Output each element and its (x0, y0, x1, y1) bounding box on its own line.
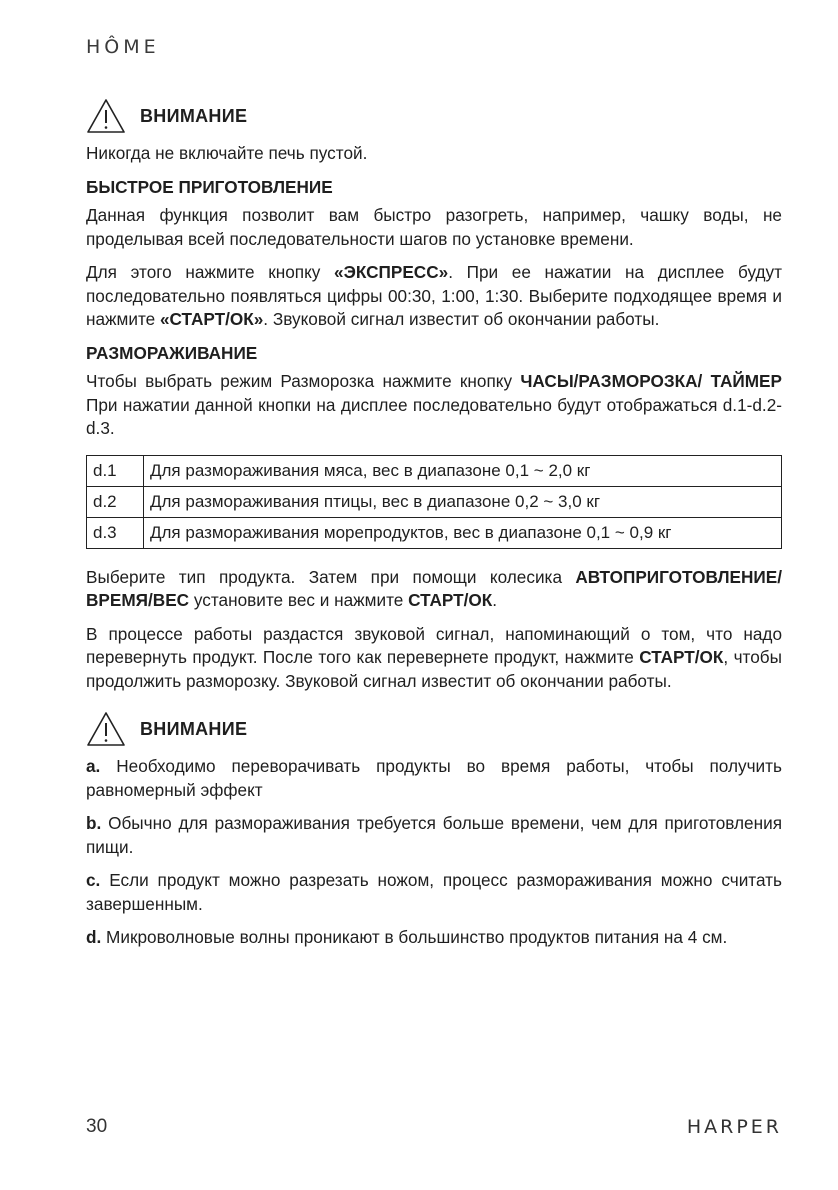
page-content (86, 96, 782, 960)
quick-cook-paragraph-1: Данная функция позволит вам быстро разогреть, например, чашку воды, не проделывая всей последовательности шагов по установке времени. (86, 205, 782, 249)
defrost-paragraph-3: В процессе работы раздастся звуковой сигнал, напоминающий о том, что надо перевернуть продукт. После того как перевернете продукт, нажмите СТАРТ/ОК, чтобы продолжить разморозку. Звуковой сигнал известит об окончании работы. (86, 623, 782, 691)
warning-text-1: Никогда не включайте печь пустой. (86, 143, 368, 163)
table-row (87, 517, 782, 548)
warning-item-d: d. Микроволновые волны проникают в большинство продуктов питания на 4 см. (86, 927, 728, 947)
warning-title-1: ВНИМАНИЕ (140, 105, 248, 126)
warning-header-1 (86, 96, 782, 136)
defrost-title: РАЗМОРАЖИВАНИЕ (86, 342, 258, 363)
warning-item-a: a. Необходимо переворачивать продукты во время работы, чтобы получить равномерный эффект (86, 756, 782, 800)
warning-triangle-icon (86, 98, 126, 134)
table-cell-description: Для размораживания мяса, вес в диапазоне 0,1 ~ 2,0 кг (144, 455, 782, 486)
warning-item-b: b. Обычно для размораживания требуется больше времени, чем для приготовления пищи. (86, 813, 782, 857)
quick-cook-title: БЫСТРОЕ ПРИГОТОВЛЕНИЕ (86, 176, 333, 197)
table-cell-description: Для размораживания морепродуктов, вес в диапазоне 0,1 ~ 0,9 кг (144, 517, 782, 548)
defrost-paragraph-1: Чтобы выбрать режим Разморозка нажмите кнопку ЧАСЫ/РАЗМОРОЗКА/ ТАЙМЕР При нажатии данной кнопки на дисплее последовательно будут отображаться d.1-d.2-d.3. (86, 371, 782, 438)
table-cell-code: d.2 (87, 486, 144, 517)
table-row (87, 486, 782, 517)
quick-cook-paragraph-2: Для этого нажмите кнопку «ЭКСПРЕСС». При ее нажатии на дисплее будут последовательно появляться цифры 00:30, 1:00, 1:30. Выберите подходящее время и нажмите «СТАРТ/ОК». Звуковой сигнал известит об окончании работы. (86, 262, 782, 329)
table-row (87, 455, 782, 486)
warning-title-2: ВНИМАНИЕ (140, 718, 248, 739)
harper-logo: HARPER (686, 1116, 782, 1138)
warning-item-c: c. Если продукт можно разрезать ножом, процесс размораживания можно считать завершенным. (86, 870, 782, 914)
warning-triangle-icon (86, 711, 126, 747)
home-logo: HÔME (86, 36, 160, 58)
table-cell-description: Для размораживания птицы, вес в диапазоне 0,2 ~ 3,0 кг (144, 486, 782, 517)
warning-header-2 (86, 709, 782, 749)
table-cell-code: d.1 (87, 455, 144, 486)
defrost-paragraph-2: Выберите тип продукта. Затем при помощи колесика АВТОПРИГОТОВЛЕНИЕ/ВРЕМЯ/ВЕС установите вес и нажмите СТАРТ/ОК. (86, 566, 782, 610)
table-cell-code: d.3 (87, 517, 144, 548)
defrost-modes-table (86, 455, 782, 549)
page-number: 30 (86, 1116, 108, 1137)
